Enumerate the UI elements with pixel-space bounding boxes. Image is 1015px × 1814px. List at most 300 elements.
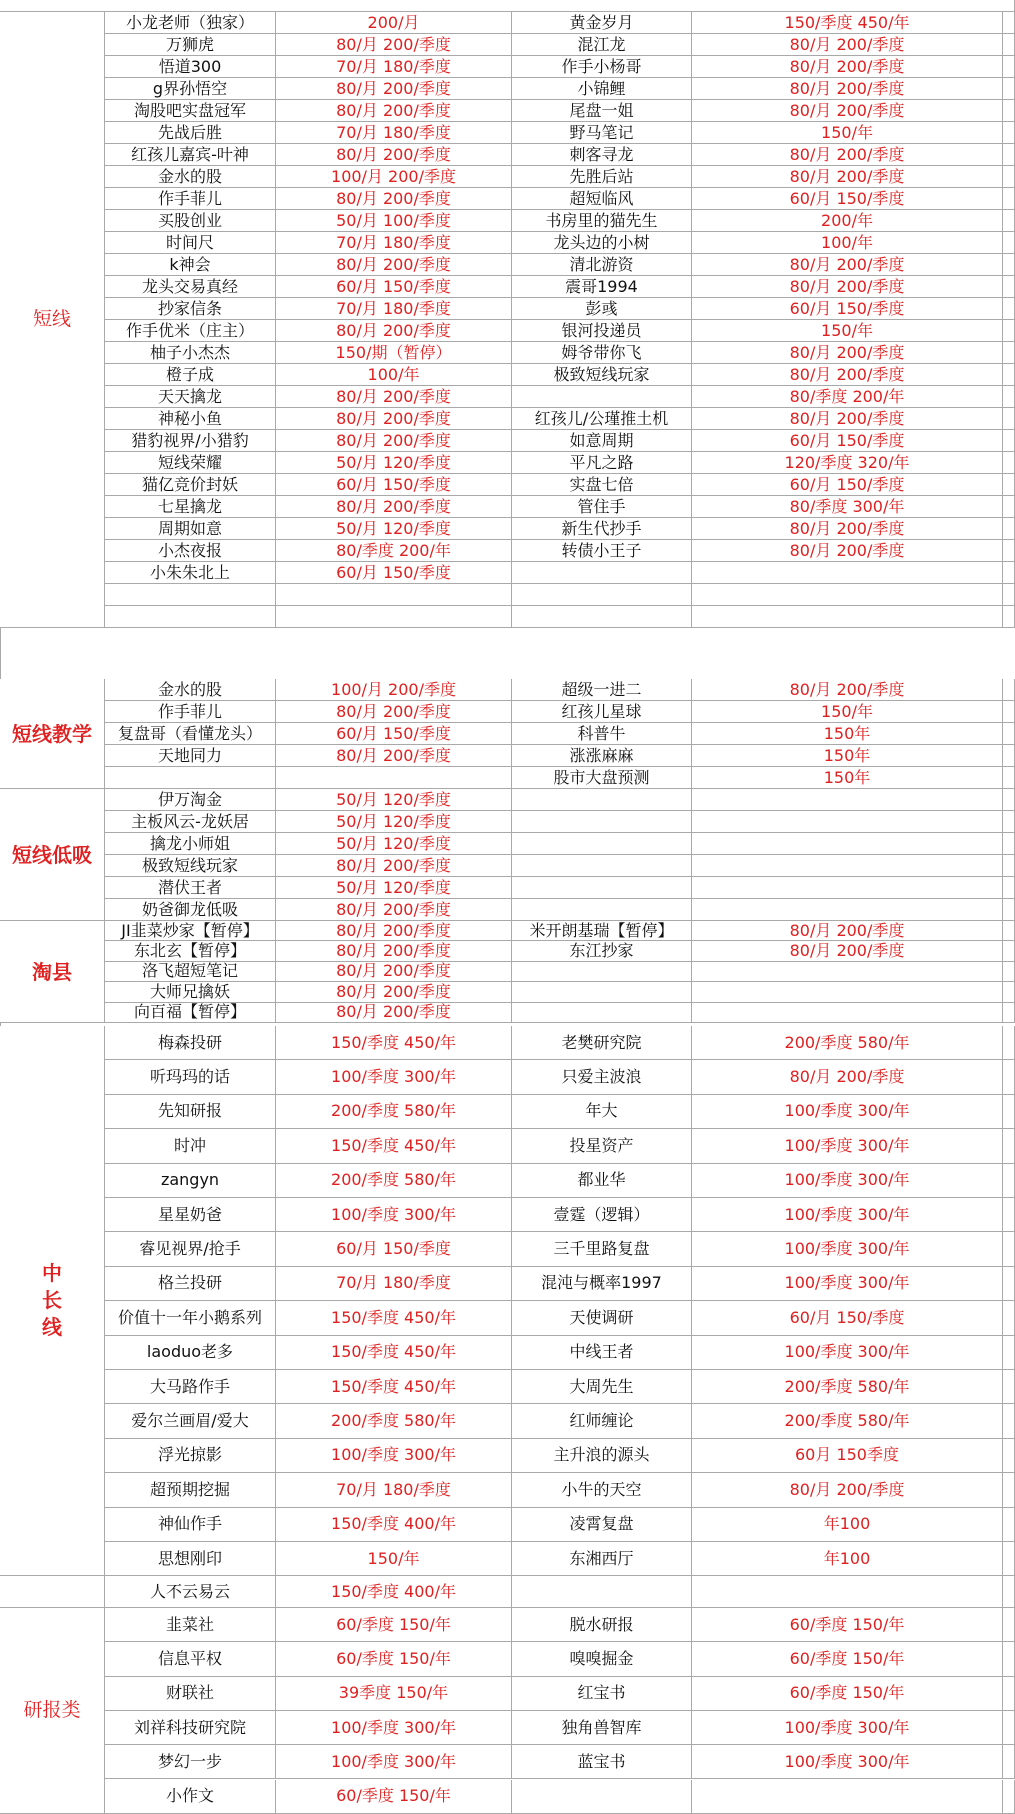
edge-cell [1003,701,1015,723]
price-cell [692,1576,1003,1608]
name-cell: 红孩儿嘉宾-叶神 [105,144,276,166]
edge-cell [1003,1642,1015,1676]
edge-cell [1003,100,1015,122]
price-cell: 100/季度 300/年 [692,1232,1003,1266]
edge-cell [1003,1370,1015,1404]
price-cell: 150/季度 450/年 [276,1301,512,1335]
name-cell: 作手优米（庄主） [105,320,276,342]
name-cell: 小牛的天空 [512,1473,692,1507]
edge-cell [1003,474,1015,496]
edge-cell [1003,962,1015,982]
category-cell: 短线 [0,12,105,628]
edge-cell [1003,789,1015,811]
edge-cell [1003,745,1015,767]
price-cell: 80/月 200/季度 [692,342,1003,364]
price-cell: 80/月 200/季度 [276,1003,512,1023]
price-cell: 60/季度 150/年 [276,1608,512,1642]
price-cell: 80/月 200/季度 [276,982,512,1002]
name-cell: 作手菲儿 [105,188,276,210]
name-cell: 科普牛 [512,723,692,745]
name-cell: 凌霄复盘 [512,1508,692,1542]
price-cell: 100/季度 300/年 [692,1198,1003,1232]
price-cell [692,877,1003,899]
price-cell: 80/月 200/季度 [276,701,512,723]
name-cell: 刘祥科技研究院 [105,1711,276,1745]
price-cell [692,584,1003,606]
name-cell: 短线荣耀 [105,452,276,474]
price-cell: 60月 150季度 [692,1439,1003,1473]
price-cell: 80/月 200/季度 [276,962,512,982]
price-cell: 80/月 200/季度 [692,540,1003,562]
name-cell [512,833,692,855]
name-cell: 彭彧 [512,298,692,320]
name-cell: 神仙作手 [105,1508,276,1542]
name-cell [512,855,692,877]
name-cell: laoduo老多 [105,1336,276,1370]
name-cell: 蓝宝书 [512,1745,692,1779]
name-cell: 只爱主波浪 [512,1060,692,1094]
price-cell: 60/季度 150/年 [692,1642,1003,1676]
name-cell: 实盘七倍 [512,474,692,496]
price-cell: 150/季度 450/年 [276,1129,512,1163]
price-cell: 50/月 120/季度 [276,789,512,811]
price-cell: 60/月 150/季度 [276,474,512,496]
name-cell: 红宝书 [512,1677,692,1711]
edge-cell [1003,1198,1015,1232]
name-cell: 嗅嗅掘金 [512,1642,692,1676]
name-cell: zangyn [105,1164,276,1198]
name-cell: 新生代抄手 [512,518,692,540]
name-cell: 壹霆（逻辑） [512,1198,692,1232]
price-cell: 80/月 200/季度 [276,320,512,342]
price-cell: 70/月 180/季度 [276,298,512,320]
name-cell: 先战后胜 [105,122,276,144]
name-cell: 红师缠论 [512,1404,692,1438]
edge-cell [1003,188,1015,210]
name-cell: 小锦鲤 [512,78,692,100]
name-cell: 小朱朱北上 [105,562,276,584]
price-cell: 60/月 150/季度 [692,474,1003,496]
edge-cell [1003,1677,1015,1711]
price-cell: 80/月 200/季度 [276,34,512,56]
name-cell: 大马路作手 [105,1370,276,1404]
price-cell: 80/月 200/季度 [692,254,1003,276]
name-cell: 复盘哥（看懂龙头） [105,723,276,745]
category-cell: 短线教学 [0,679,105,789]
price-cell: 200/年 [692,210,1003,232]
name-cell: 格兰投研 [105,1267,276,1301]
name-cell [512,1780,692,1814]
price-cell: 100/年 [692,232,1003,254]
edge-cell [1003,452,1015,474]
name-cell: 买股创业 [105,210,276,232]
edge-cell [1003,540,1015,562]
edge-cell [1003,877,1015,899]
edge-cell [1003,1129,1015,1163]
name-cell: 超级一进二 [512,679,692,701]
category-char: 线 [42,1315,62,1340]
price-cell: 100/季度 300/年 [692,1711,1003,1745]
category-cell [0,1026,105,1576]
price-cell: 80/季度 300/年 [692,496,1003,518]
name-cell: 抄家信条 [105,298,276,320]
edge-cell [1003,166,1015,188]
price-cell: 80/月 200/季度 [276,921,512,941]
name-cell: 如意周期 [512,430,692,452]
name-cell [512,1576,692,1608]
price-cell: 60/月 150/季度 [276,276,512,298]
price-cell: 150/季度 450/年 [276,1026,512,1060]
name-cell: 神秘小鱼 [105,408,276,430]
edge-cell [1003,1508,1015,1542]
price-cell: 100/月 200/季度 [276,679,512,701]
price-cell: 150/期（暂停） [276,342,512,364]
name-cell: 三千里路复盘 [512,1232,692,1266]
edge-cell [1003,232,1015,254]
name-cell [512,562,692,584]
price-cell: 150/季度 450/年 [276,1370,512,1404]
price-cell: 100/年 [276,364,512,386]
edge-cell [1003,342,1015,364]
price-cell: 200/季度 580/年 [692,1026,1003,1060]
edge-cell [1003,1060,1015,1094]
name-cell: 中线王者 [512,1336,692,1370]
name-cell [512,386,692,408]
price-cell: 100/季度 300/年 [276,1439,512,1473]
price-cell: 80/月 200/季度 [692,364,1003,386]
edge-cell [1003,1003,1015,1023]
name-cell: 黄金岁月 [512,12,692,34]
price-cell [692,982,1003,1002]
edge-cell [1003,723,1015,745]
price-cell: 80/季度 200/年 [692,386,1003,408]
name-cell: 先知研报 [105,1095,276,1129]
name-cell: 万狮虎 [105,34,276,56]
name-cell: 奶爸御龙低吸 [105,899,276,921]
edge-cell [1003,1164,1015,1198]
name-cell: 红孩儿星球 [512,701,692,723]
name-cell: 时冲 [105,1129,276,1163]
name-cell: 老樊研究院 [512,1026,692,1060]
name-cell: 梦幻一步 [105,1745,276,1779]
name-cell: 投星资产 [512,1129,692,1163]
price-cell [692,1003,1003,1023]
name-cell: 平凡之路 [512,452,692,474]
name-cell: 爱尔兰画眉/爱大 [105,1404,276,1438]
price-cell: 150/季度 400/年 [276,1508,512,1542]
name-cell [512,1003,692,1023]
name-cell [512,982,692,1002]
price-cell [276,584,512,606]
name-cell: 听玛玛的话 [105,1060,276,1094]
edge-cell [1003,210,1015,232]
price-cell: 100/季度 300/年 [276,1060,512,1094]
name-cell: 超预期挖掘 [105,1473,276,1507]
price-cell: 80/季度 200/年 [276,540,512,562]
price-cell: 100/季度 300/年 [276,1198,512,1232]
edge-cell [1003,1336,1015,1370]
edge-cell [1003,1439,1015,1473]
price-cell: 100/季度 300/年 [692,1164,1003,1198]
name-cell: 股市大盘预测 [512,767,692,789]
price-cell: 200/季度 580/年 [692,1404,1003,1438]
price-cell: 60/月 150/季度 [692,430,1003,452]
name-cell: 韭菜社 [105,1608,276,1642]
price-cell [692,811,1003,833]
edge-cell [1003,855,1015,877]
edge-cell [1003,1473,1015,1507]
name-cell: 橙子成 [105,364,276,386]
name-cell: 转债小王子 [512,540,692,562]
name-cell: 超短临风 [512,188,692,210]
price-cell: 39季度 150/年 [276,1677,512,1711]
price-cell: 150/季度 400/年 [276,1576,512,1608]
category-cell: 研报类 [0,1608,105,1814]
edge-cell [1003,408,1015,430]
price-cell: 80/月 200/季度 [692,34,1003,56]
price-cell: 150年 [692,723,1003,745]
name-cell: 都业华 [512,1164,692,1198]
price-cell: 80/月 200/季度 [692,679,1003,701]
price-cell: 60/月 150/季度 [276,723,512,745]
price-cell: 80/月 200/季度 [276,100,512,122]
price-cell: 60/月 150/季度 [276,1232,512,1266]
price-cell [276,606,512,628]
name-cell: 刺客寻龙 [512,144,692,166]
name-cell: 梅森投研 [105,1026,276,1060]
price-cell: 100/季度 300/年 [692,1129,1003,1163]
name-cell: 清北游资 [512,254,692,276]
edge-cell [1003,1608,1015,1642]
price-cell: 50/月 100/季度 [276,210,512,232]
edge-cell [1003,562,1015,584]
name-cell: k神会 [105,254,276,276]
category-cell [0,1576,105,1608]
edge-cell [1003,767,1015,789]
name-cell: 睿见视界/抢手 [105,1232,276,1266]
price-cell [692,1780,1003,1814]
name-cell: 大师兄擒妖 [105,982,276,1002]
edge-cell [1003,606,1015,628]
price-cell: 80/月 200/季度 [692,100,1003,122]
name-cell: 主板风云-龙妖居 [105,811,276,833]
name-cell: 主升浪的源头 [512,1439,692,1473]
name-cell: 作手菲儿 [105,701,276,723]
name-cell: g界孙悟空 [105,78,276,100]
price-cell: 70/月 180/季度 [276,56,512,78]
price-cell: 70/月 180/季度 [276,122,512,144]
edge-cell [1003,899,1015,921]
name-cell: 洛飞超短笔记 [105,962,276,982]
name-cell: 管住手 [512,496,692,518]
price-cell: 100/季度 300/年 [692,1336,1003,1370]
edge-cell [1003,679,1015,701]
name-cell [512,899,692,921]
price-cell: 60/月 150/季度 [692,188,1003,210]
price-cell: 60/月 150/季度 [276,562,512,584]
price-cell: 200/季度 580/年 [276,1404,512,1438]
edge-cell [1003,1267,1015,1301]
price-cell: 80/月 200/季度 [692,276,1003,298]
edge-cell [1003,254,1015,276]
price-cell: 150年 [692,745,1003,767]
price-cell: 150/季度 450/年 [276,1336,512,1370]
price-cell [276,767,512,789]
price-cell: 60/季度 150/年 [276,1780,512,1814]
price-cell: 150/年 [692,701,1003,723]
edge-cell [1003,518,1015,540]
name-cell: 年大 [512,1095,692,1129]
price-cell: 80/月 200/季度 [276,386,512,408]
edge-cell [1003,1095,1015,1129]
name-cell: JI韭菜炒家【暂停】 [105,921,276,941]
name-cell [105,606,276,628]
price-cell: 70/月 180/季度 [276,1267,512,1301]
name-cell: 淘股吧实盘冠军 [105,100,276,122]
name-cell [105,767,276,789]
category-cell: 淘县 [0,921,105,1023]
name-cell: 混江龙 [512,34,692,56]
name-cell: 财联社 [105,1677,276,1711]
name-cell: 书房里的猫先生 [512,210,692,232]
name-cell: 猎豹视界/小猎豹 [105,430,276,452]
price-cell [692,562,1003,584]
price-cell: 120/季度 320/年 [692,452,1003,474]
edge-cell [1003,982,1015,1002]
price-cell: 80/月 200/季度 [276,408,512,430]
edge-cell [1003,144,1015,166]
name-cell: 涨涨麻麻 [512,745,692,767]
name-cell: 小作文 [105,1780,276,1814]
price-cell: 50/月 120/季度 [276,452,512,474]
name-cell: 东北玄【暂停】 [105,941,276,961]
edge-cell [1003,276,1015,298]
price-cell [692,855,1003,877]
price-cell: 200/季度 580/年 [692,1370,1003,1404]
price-cell: 50/月 120/季度 [276,833,512,855]
price-cell: 80/月 200/季度 [692,1060,1003,1094]
price-cell: 80/月 200/季度 [692,1473,1003,1507]
name-cell: 信息平权 [105,1642,276,1676]
price-cell: 80/月 200/季度 [276,496,512,518]
price-cell: 200/季度 580/年 [276,1095,512,1129]
name-cell [512,789,692,811]
edge-cell [1003,921,1015,941]
edge-cell [1003,833,1015,855]
name-cell: 龙头边的小树 [512,232,692,254]
price-cell: 150/年 [692,122,1003,144]
edge-cell [1003,12,1015,34]
name-cell: 独角兽智库 [512,1711,692,1745]
price-cell: 80/月 200/季度 [276,855,512,877]
name-cell: 天地同力 [105,745,276,767]
price-cell: 60/季度 150/年 [692,1677,1003,1711]
price-cell: 50/月 120/季度 [276,518,512,540]
name-cell: 周期如意 [105,518,276,540]
price-cell [692,606,1003,628]
name-cell: 伊万淘金 [105,789,276,811]
edge-cell [1003,78,1015,100]
name-cell: 悟道300 [105,56,276,78]
name-cell: 尾盘一姐 [512,100,692,122]
price-cell: 80/月 200/季度 [692,408,1003,430]
name-cell: 思想刚印 [105,1542,276,1576]
category-cell: 短线低吸 [0,789,105,921]
price-cell: 100/季度 300/年 [276,1711,512,1745]
name-cell [512,606,692,628]
edge-cell [1003,364,1015,386]
name-cell [512,584,692,606]
edge-cell [1003,1404,1015,1438]
price-cell: 80/月 200/季度 [276,899,512,921]
price-cell [692,789,1003,811]
price-cell: 80/月 200/季度 [276,254,512,276]
price-cell: 100/月 200/季度 [276,166,512,188]
edge-cell [1003,34,1015,56]
name-cell: 小龙老师（独家） [105,12,276,34]
edge-cell [1003,122,1015,144]
name-cell: 震哥1994 [512,276,692,298]
name-cell: 姆爷带你飞 [512,342,692,364]
price-cell: 200/月 [276,12,512,34]
name-cell: 价值十一年小鹅系列 [105,1301,276,1335]
price-cell: 100/季度 300/年 [276,1745,512,1779]
price-cell: 60/月 150/季度 [692,1301,1003,1335]
name-cell: 柚子小杰杰 [105,342,276,364]
price-cell: 80/月 200/季度 [692,941,1003,961]
price-cell: 60/季度 150/年 [692,1608,1003,1642]
edge-cell [1003,56,1015,78]
price-cell: 80/月 200/季度 [276,941,512,961]
name-cell: 人不云易云 [105,1576,276,1608]
name-cell: 七星擒龙 [105,496,276,518]
category-char: 长 [42,1288,62,1313]
price-cell: 100/季度 300/年 [692,1095,1003,1129]
name-cell: 作手小杨哥 [512,56,692,78]
name-cell: 天天擒龙 [105,386,276,408]
price-cell: 80/月 200/季度 [276,188,512,210]
name-cell: 天使调研 [512,1301,692,1335]
name-cell: 银河投递员 [512,320,692,342]
edge-cell [1003,496,1015,518]
name-cell: 红孩儿/公瑾推土机 [512,408,692,430]
price-cell: 80/月 200/季度 [276,745,512,767]
edge-cell [1003,811,1015,833]
name-cell: 先胜后站 [512,166,692,188]
name-cell: 小杰夜报 [105,540,276,562]
name-cell: 潜伏王者 [105,877,276,899]
edge-cell [1003,1232,1015,1266]
edge-cell [1003,1576,1015,1608]
price-cell: 80/月 200/季度 [692,518,1003,540]
price-cell: 60/季度 150/年 [276,1642,512,1676]
edge-cell [1003,320,1015,342]
price-cell: 80/月 200/季度 [276,78,512,100]
price-cell: 年100 [692,1542,1003,1576]
header-strip [0,0,1015,12]
name-cell: 向百福【暂停】 [105,1003,276,1023]
name-cell: 星星奶爸 [105,1198,276,1232]
price-cell: 150/年 [276,1542,512,1576]
name-cell: 极致短线玩家 [105,855,276,877]
price-cell: 80/月 200/季度 [276,430,512,452]
name-cell: 混沌与概率1997 [512,1267,692,1301]
name-cell: 浮光掠影 [105,1439,276,1473]
price-cell: 80/月 200/季度 [692,56,1003,78]
name-cell: 金水的股 [105,166,276,188]
price-cell: 年100 [692,1508,1003,1542]
name-cell [105,584,276,606]
